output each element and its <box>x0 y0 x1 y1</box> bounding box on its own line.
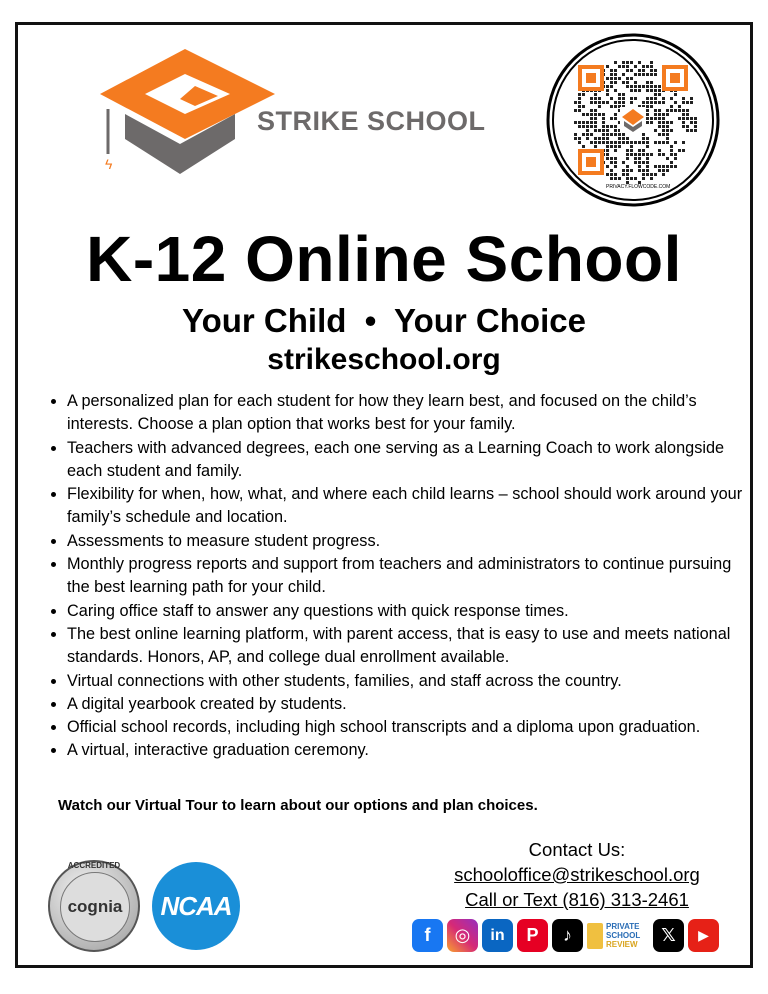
list-item: • Monthly progress reports and support from teachers and administrators to continue pursuing the best learning path for your child. <box>67 553 757 600</box>
social-links <box>412 919 719 952</box>
list-item: • Teachers with advanced degrees, each one serving as a Learning Coach to work alongside each student and family. <box>67 437 757 484</box>
list-item: • Caring office staff to answer any questions with quick response times. <box>67 600 757 623</box>
list-item: • Official school records, including high school transcripts and a diploma upon graduation. <box>67 716 757 739</box>
list-item: • Virtual connections with other students, families, and staff across the country. <box>67 670 757 693</box>
phone-link[interactable]: Call or Text (816) 313-2461 <box>465 889 689 910</box>
accredited-label: ACCREDITED <box>67 861 121 870</box>
list-item: • A personalized plan for each student for how they learn best, and focused on the child’s interests. Choose a plan option that works best for your family. <box>67 390 757 437</box>
list-item: • Assessments to measure student progress. <box>67 530 757 553</box>
instagram-icon[interactable]: ◎ <box>447 919 478 952</box>
x-icon[interactable]: 𝕏 <box>653 919 684 952</box>
pinterest-icon[interactable]: P <box>517 919 548 952</box>
ncaa-badge: NCAA <box>152 862 240 950</box>
psr-line: PRIVATE <box>606 922 640 931</box>
feature-list <box>40 390 757 763</box>
contact-heading: Contact Us: <box>528 839 626 860</box>
cognia-label: cognia <box>60 872 130 942</box>
page-title: K-12 Online School <box>86 223 682 295</box>
psr-line: REVIEW <box>606 940 638 949</box>
email-link[interactable]: schooloffice@strikeschool.org <box>454 864 700 885</box>
subtitle: Your Child • Your Choice <box>182 302 586 339</box>
svg-text:ϟ: ϟ <box>105 156 113 172</box>
brand-name: STRIKE SCHOOL <box>257 106 486 136</box>
qr-caption: PRIVACY.FLOWCODE.COM <box>606 184 671 190</box>
youtube-icon[interactable]: ▶ <box>688 919 719 952</box>
facebook-icon[interactable]: f <box>412 919 443 952</box>
linkedin-icon[interactable]: in <box>482 919 513 952</box>
qr-code[interactable] <box>546 33 720 207</box>
list-item: • Flexibility for when, how, what, and where each child learns – school should work around your family’s schedule and location. <box>67 483 757 530</box>
virtual-tour-text: Watch our Virtual Tour to learn about our options and plan choices. <box>58 797 538 814</box>
list-item: • A virtual, interactive graduation ceremony. <box>67 739 757 762</box>
psr-line: SCHOOL <box>606 931 641 940</box>
list-item: • The best online learning platform, with parent access, that is easy to use and meets national standards. Honors, AP, and college dual enrollment available. <box>67 623 757 670</box>
list-item: • A digital yearbook created by students. <box>67 693 757 716</box>
private-school-review-icon[interactable] <box>587 919 649 952</box>
website-url[interactable]: strikeschool.org <box>267 343 501 376</box>
cognia-accreditation-badge <box>48 860 140 952</box>
tiktok-icon[interactable]: ♪ <box>552 919 583 952</box>
